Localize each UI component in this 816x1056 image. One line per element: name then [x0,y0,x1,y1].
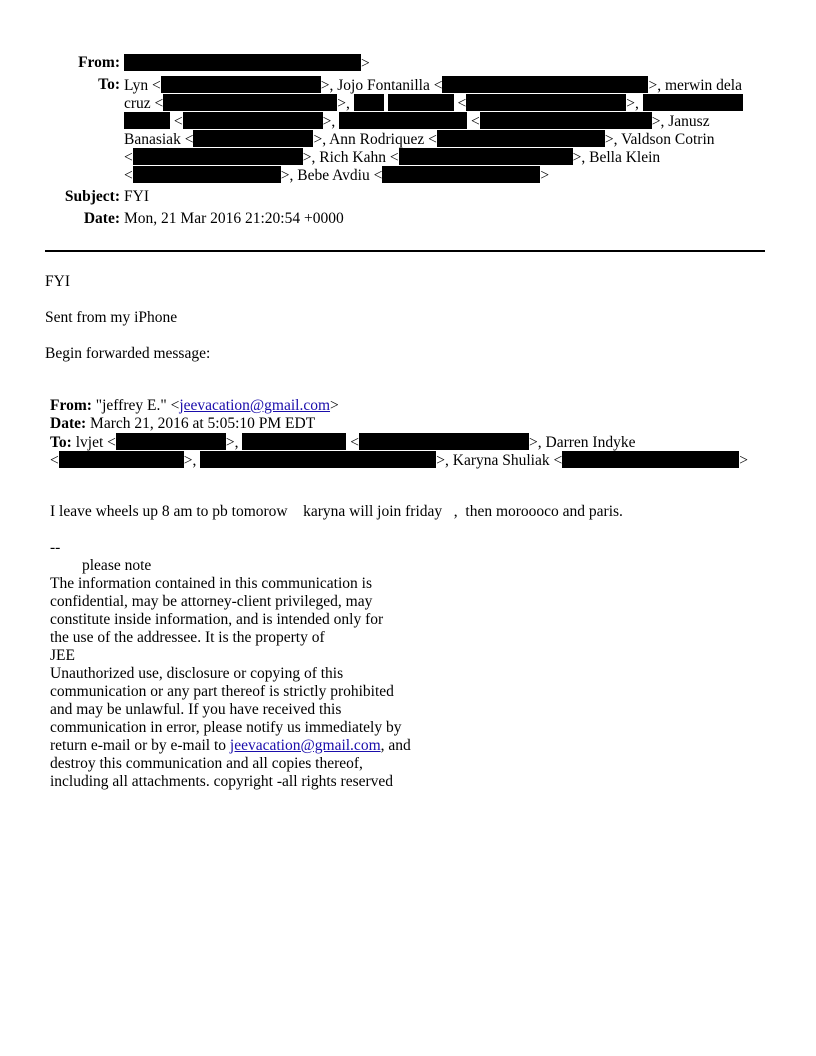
redaction [437,130,605,147]
subject-value: FYI [124,188,149,205]
disclaimer-line: and may be unlawful. If you have received this [50,701,342,718]
to-line-1: Lyn < >, Jojo Fontanilla < >, merwin dela [124,77,742,94]
redaction [124,112,170,129]
to-line-5: < >, Rich Kahn < >, Bella Klein [124,149,661,166]
body-line-sent: Sent from my iPhone [45,309,178,326]
redaction [442,76,648,93]
redaction [466,94,626,111]
redaction [163,94,337,111]
redaction [354,94,384,111]
to-line-3: < >, < >, Janusz [124,112,710,131]
from-value: > [124,54,370,73]
disclaimer-email-link[interactable]: jeevacation@gmail.com [229,737,381,754]
fwd-to-line-1: To: lvjet < >, < >, Darren Indyke [50,434,636,451]
from-label: From: [78,54,120,71]
redaction [193,130,313,147]
redaction [59,451,184,468]
disclaimer-line: the use of the addressee. It is the property of [50,629,325,646]
redaction [480,112,652,129]
disclaimer-email-line: return e-mail or by e-mail to jeevacation@gmail.com, and [50,737,411,754]
to-line-2: cruz < >, < >, [124,94,743,113]
disclaimer-line: communication or any part thereof is strictly prohibited [50,683,394,700]
body-line-forwarded: Begin forwarded message: [45,345,211,362]
date-label: Date: [83,210,120,227]
redaction [161,76,321,93]
fwd-to-line-2: < >, >, Karyna Shuliak < > [50,452,748,469]
redaction [183,112,323,129]
disclaimer-line: The information contained in this communication is [50,575,372,592]
redaction [116,433,226,450]
to-label: To: [98,76,120,93]
redaction [133,166,281,183]
redaction [382,166,540,183]
redaction [124,54,361,71]
subject-label: Subject: [64,188,120,205]
disclaimer-line: communication in error, please notify us immediately by [50,719,402,736]
disclaimer-line: Unauthorized use, disclosure or copying of this [50,665,344,682]
body-line-fyi: FYI [45,273,70,290]
signature-dashes: -- [50,539,61,556]
fwd-date: Date: March 21, 2016 at 5:05:10 PM EDT [50,415,316,432]
header-divider [45,250,765,252]
fwd-from-email-link[interactable]: jeevacation@gmail.com [179,397,331,414]
disclaimer-line: including all attachments. copyright -all rights reserved [50,773,394,790]
disclaimer-line: constitute inside information, and is intended only for [50,611,384,628]
redaction [200,451,436,468]
redaction [562,451,739,468]
fwd-from: From: "jeffrey E." <jeevacation@gmail.com> [50,397,339,414]
redaction [643,94,743,111]
fwd-message: I leave wheels up 8 am to pb tomorow karyna will join friday , then moroooco and paris. [50,503,623,520]
redaction [242,433,346,450]
to-line-6: < >, Bebe Avdiu < > [124,167,550,184]
redaction [388,94,454,111]
signature-note: please note [82,557,152,574]
disclaimer-line: destroy this communication and all copies thereof, [50,755,363,772]
redaction [339,112,467,129]
disclaimer-line: JEE [50,647,75,664]
disclaimer-line: confidential, may be attorney-client privileged, may [50,593,373,610]
date-value: Mon, 21 Mar 2016 21:20:54 +0000 [124,210,344,227]
redaction [399,148,573,165]
redaction [359,433,529,450]
to-line-4: Banasiak < >, Ann Rodriquez < >, Valdson Cotrin [124,131,715,148]
redaction [133,148,303,165]
